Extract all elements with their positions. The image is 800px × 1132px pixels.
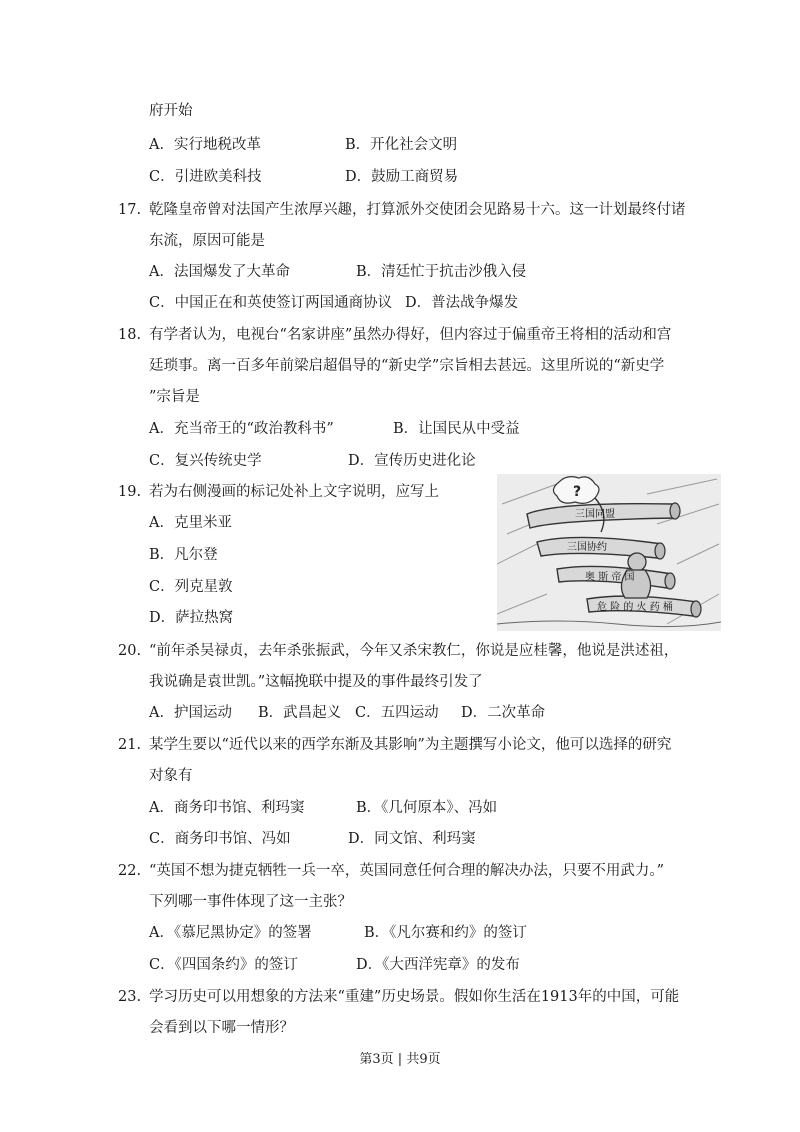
q21-stem-line-1: 某学生要以“近代以来的西学东渐及其影响”为主题撰写小论文，他可以选择的研究: [149, 737, 672, 753]
q20-option-c: C．五四运动: [355, 705, 439, 721]
q18-stem-line-1: 有学者认为，电视台“名家讲座”虽然办得好，但内容过于偏重帝王将相的活动和宫: [149, 327, 672, 343]
cartoon-label-triple-entente: 三国协约: [567, 542, 607, 553]
q20-number: 20.: [118, 643, 142, 659]
q22-stem-line-2: 下列哪一事件体现了这一主张？: [149, 894, 352, 910]
page-footer: 第3页 | 共9页: [359, 1052, 441, 1067]
q19-stem: 若为右侧漫画的标记处补上文字说明，应写上: [149, 484, 439, 500]
q17-number: 17.: [118, 202, 142, 218]
q19-number: 19.: [118, 484, 142, 500]
q18-number: 18.: [118, 327, 142, 343]
q19-cartoon-image: [497, 474, 721, 631]
q22-number: 22.: [118, 863, 142, 879]
cartoon-question-mark: ?: [573, 484, 582, 500]
q23-stem-line-1: 学习历史可以用想象的方法来“重建”历史场景。假如你生活在1913年的中国，可能: [149, 989, 680, 1005]
q18-stem-line-2: 廷琐事。离一百多年前梁启超倡导的“新史学”宗旨相去甚远。这里所说的“新史学: [149, 358, 665, 374]
q16-option-b: B．开化社会文明: [345, 137, 458, 153]
q21-number: 21.: [118, 737, 142, 753]
cartoon-label-powder-keg: 危 险 的 火 药 桶: [597, 602, 673, 613]
q17-option-a: A．法国爆发了大革命: [149, 264, 290, 280]
q22-option-a: A．《慕尼黑协定》的签署: [149, 925, 312, 941]
q16-option-d: D．鼓励工商贸易: [345, 169, 459, 185]
q21-option-c: C．商务印书馆、冯如: [149, 831, 291, 847]
q16-option-a: A．实行地税改革: [149, 137, 261, 153]
q18-option-d: D．宣传历史进化论: [348, 453, 476, 469]
q20-option-d: D．二次革命: [461, 705, 546, 721]
q18-option-a: A．充当帝王的“政治教科书”: [149, 421, 334, 437]
q18-stem-line-3: ”宗旨是: [149, 389, 200, 405]
q19-option-d: D．萨拉热窝: [149, 610, 234, 626]
q17-stem-line-2: 东流，原因可能是: [149, 233, 265, 249]
q23-stem-line-2: 会看到以下哪一情形？: [149, 1020, 294, 1036]
cartoon-label-empire: 奥 斯 帝 国: [585, 572, 635, 583]
q18-option-c: C．复兴传统史学: [149, 453, 262, 469]
q20-option-b: B．武昌起义: [258, 705, 342, 721]
q22-stem-line-1: “英国不想为捷克牺牲一兵一卒，英国同意任何合理的解决办法，只要不用武力。”: [149, 863, 665, 879]
q19-option-a: A．克里米亚: [149, 515, 232, 531]
q19-option-c: C．列克星敦: [149, 579, 233, 595]
q21-stem-line-2: 对象有: [149, 768, 193, 784]
q20-stem-line-1: “前年杀吴禄贞，去年杀张振武，今年又杀宋教仁，你说是应桂馨，他说是洪述祖，: [149, 643, 679, 659]
q23-number: 23.: [118, 989, 142, 1005]
q18-option-b: B．让国民从中受益: [393, 421, 520, 437]
q16-option-c: C．引进欧美科技: [149, 169, 262, 185]
q17-option-d: D．普法战争爆发: [405, 295, 519, 311]
q21-option-a: A．商务印书馆、利玛窦: [149, 800, 305, 816]
q17-option-b: B．清廷忙于抗击沙俄入侵: [356, 264, 527, 280]
cartoon-label-triple-alliance: 三国同盟: [575, 509, 615, 520]
q21-option-b: B．《几何原本》、冯如: [356, 800, 498, 816]
q17-option-c: C．中国正在和英使签订两国通商协议: [149, 295, 393, 311]
q22-option-c: C．《四国条约》的签订: [149, 957, 298, 973]
q17-stem-line-1: 乾隆皇帝曾对法国产生浓厚兴趣，打算派外交使团会见路易十六。这一计划最终付诸: [149, 202, 686, 218]
q20-option-a: A．护国运动: [149, 705, 232, 721]
q22-option-d: D．《大西洋宪章》的发布: [356, 957, 520, 973]
q16-stem-continuation: 府开始: [149, 103, 193, 119]
q22-option-b: B．《凡尔赛和约》的签订: [364, 925, 527, 941]
q19-option-b: B．凡尔登: [149, 547, 218, 563]
q21-option-d: D．同文馆、利玛窦: [348, 831, 476, 847]
q20-stem-line-2: 我说确是袁世凯。”这幅挽联中提及的事件最终引发了: [149, 674, 483, 690]
